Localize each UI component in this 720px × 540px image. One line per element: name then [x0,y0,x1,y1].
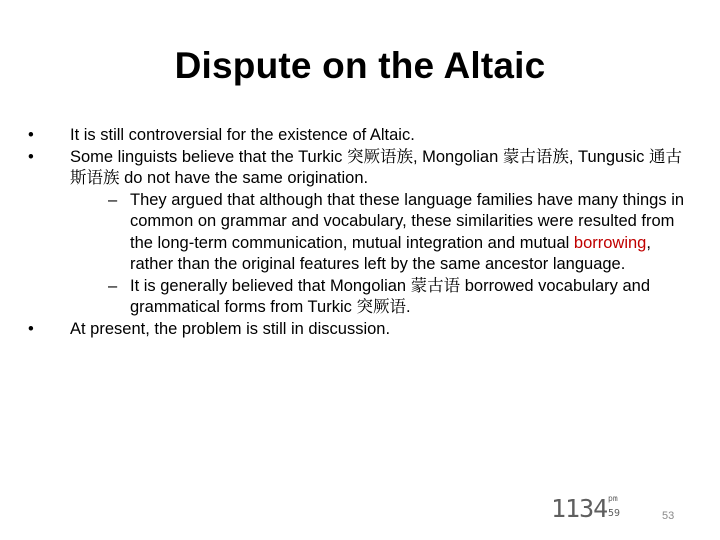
bullet-item [28,147,688,190]
highlighted-word: borrowing [573,233,647,252]
dash-icon: – [108,276,118,295]
slide-title: Dispute on the Altaic [174,45,546,86]
bullet-icon: • [28,147,34,166]
slide-body [28,125,688,340]
bullet-text: It is still controversial for the existence of Altaic. [70,126,415,144]
bullet-text: At present, the problem is still in discussion. [70,319,391,338]
sub-bullet-item [28,190,688,276]
page-number: 53 [662,510,675,522]
bullet-item [28,319,688,341]
bullet-icon: • [28,319,34,338]
bullet-icon: • [28,126,34,144]
clock-logo [551,494,621,523]
logo-pm: pm [608,494,618,503]
sub-bullet-text: It is generally believed that Mongolian 蒙古语 borrowed vocabulary and grammatical forms from Turkic 突厥语. [130,276,651,316]
logo-seconds: 59 [608,508,621,519]
dash-icon: – [108,190,118,209]
logo-digits: 1134 [551,494,608,523]
sub-bullet-text [130,191,684,274]
sub-bullet-item [28,276,688,319]
bullet-item [28,125,688,147]
sub-bullet-text-end: , rather than the original features left by the same ancestor language. [130,233,651,273]
sub-bullet-text-start: They argued that although that these language families have many things in common on grammar and vocabulary, these similarities were resulted from the long-term communication, mutual integration and mutual [130,190,685,252]
bullet-text: Some linguists believe that the Turkic 突厥语族, Mongolian 蒙古语族, Tungusic 通古斯语族 do not have the same origination. [70,147,682,187]
